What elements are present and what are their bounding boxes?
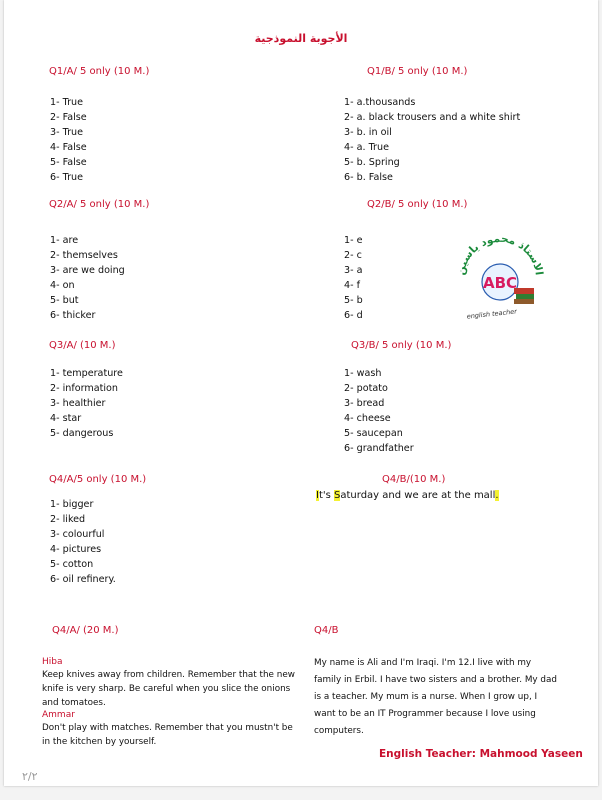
answer-item: 1- temperature <box>50 368 123 379</box>
answer-item: 3- healthier <box>50 398 106 409</box>
answer-item: 6- d <box>344 310 363 321</box>
q4a5-answers <box>50 497 116 587</box>
answer-item: 5- b <box>344 295 363 306</box>
answer-item: 1- True <box>50 97 83 108</box>
answer-item: 2- potato <box>344 383 388 394</box>
logo-letters: ABC <box>482 274 518 292</box>
answer-item: 4- False <box>50 142 87 153</box>
logo-arc-text: الاستاذ محمود ياسين <box>454 232 545 277</box>
answer-item: 3- bread <box>344 398 385 409</box>
answer-item: 3- a <box>344 265 363 276</box>
answer-item: 5- False <box>50 157 87 168</box>
q2a-answers <box>50 233 125 323</box>
answer-item: 2- liked <box>50 514 86 525</box>
answer-item: 5- saucepan <box>344 428 403 439</box>
answer-item: 1- bigger <box>50 499 94 510</box>
answer-item: 3- colourful <box>50 529 105 540</box>
answer-item: 6- True <box>50 172 83 183</box>
q4b10-sentence <box>316 490 499 501</box>
answer-item: 4- pictures <box>50 544 102 555</box>
paragraph-hiba: Keep knives away from children. Remember that the new knife is very sharp. Be careful when you slice the onions and tomatoes. <box>42 670 295 708</box>
q3b-answers <box>344 366 414 456</box>
answer-item: 1- a.thousands <box>344 97 416 108</box>
answer-item: 6- thicker <box>50 310 96 321</box>
highlight: . <box>495 490 499 501</box>
answer-item: 4- star <box>50 413 82 424</box>
answer-item: 1- are <box>50 235 79 246</box>
answer-item: 1- wash <box>344 368 382 379</box>
highlight: S <box>334 490 341 501</box>
answer-item: 2- information <box>50 383 118 394</box>
answer-item: 6- grandfather <box>344 443 414 454</box>
paragraph-ammar: Don't play with matches. Remember that you mustn't be in the kitchen by yourself. <box>42 723 293 747</box>
q4a20-heading: Q4/A/ (20 M.) <box>52 625 119 636</box>
q3a-answers <box>50 366 123 441</box>
sentence-part: aturday and we are at the mall <box>340 490 496 501</box>
answer-item: 3- b. in oil <box>344 127 392 138</box>
answer-item: 5- but <box>50 295 79 306</box>
answer-item: 5- dangerous <box>50 428 114 439</box>
q1b-heading: Q1/B/ 5 only (10 M.) <box>367 66 468 77</box>
answer-item: 5- cotton <box>50 559 94 570</box>
answer-item: 4- on <box>50 280 75 291</box>
answer-item: 3- True <box>50 127 83 138</box>
logo-bottom-text: english teacher <box>466 307 518 321</box>
q1b-answers <box>344 95 520 185</box>
q4a5-heading: Q4/A/5 only (10 M.) <box>49 474 147 485</box>
answer-item: 2- c <box>344 250 362 261</box>
q4b-heading: Q4/B <box>314 625 339 636</box>
paragraph-ali: My name is Ali and I'm Iraqi. I'm 12.I live with my family in Erbil. I have two sisters and a brother. My dad is a teacher. My mum is a nurse. When I grow up, I want to be an IT Programmer because I love using computers. <box>314 658 557 736</box>
answer-item: 2- False <box>50 112 87 123</box>
sentence-part: t's <box>318 490 335 501</box>
answer-item: 4- a. True <box>344 142 389 153</box>
teacher-logo <box>452 230 548 322</box>
highlight: I <box>316 490 319 501</box>
answer-item: 6- oil refinery. <box>50 574 116 585</box>
answer-item: 1- e <box>344 235 363 246</box>
answer-item: 3- are we doing <box>50 265 125 276</box>
q3b-heading: Q3/B/ 5 only (10 M.) <box>351 340 452 351</box>
page-number: ٢/٢ <box>22 770 38 783</box>
answer-item: 5- b. Spring <box>344 157 400 168</box>
q2b-answers <box>344 233 363 323</box>
q1a-answers <box>50 95 87 185</box>
q4b10-heading: Q4/B/(10 M.) <box>382 474 446 485</box>
answer-item: 4- f <box>344 280 360 291</box>
page-title: الأجوبة النموذجية <box>254 32 348 45</box>
q1a-heading: Q1/A/ 5 only (10 M.) <box>49 66 150 77</box>
signature: English Teacher: Mahmood Yaseen <box>379 748 583 760</box>
answer-item: 2- themselves <box>50 250 118 261</box>
answer-item: 4- cheese <box>344 413 391 424</box>
writer-name-hiba: Hiba <box>42 657 63 667</box>
answer-item: 6- b. False <box>344 172 393 183</box>
answer-item: 2- a. black trousers and a white shirt <box>344 112 521 123</box>
q2a-heading: Q2/A/ 5 only (10 M.) <box>49 199 150 210</box>
q2b-heading: Q2/B/ 5 only (10 M.) <box>367 199 468 210</box>
q3a-heading: Q3/A/ (10 M.) <box>49 340 116 351</box>
writer-name-ammar: Ammar <box>42 710 75 720</box>
